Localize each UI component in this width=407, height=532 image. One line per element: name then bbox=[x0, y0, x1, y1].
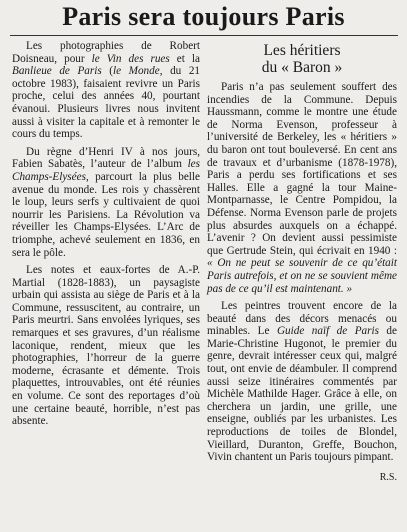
text-span: et la bbox=[169, 52, 200, 65]
text-span: , du 21 octobre 1983), faisaient revivre un Paris proche, celui des années 40, pourtant évanoui. Plusieurs livres nous invitent aussi à visiter la capitale et à remonter le cours du temps. bbox=[12, 65, 200, 141]
text-span: Du règne d’Henri IV à nos jours, Fabien Sabatès, l’auteur de l’album bbox=[12, 145, 200, 171]
text-span: ( bbox=[101, 65, 113, 78]
paragraph-sabates bbox=[12, 146, 200, 259]
book-title: Banlieue de Paris bbox=[12, 65, 102, 78]
book-title: Guide naïf de Paris bbox=[276, 325, 379, 338]
left-column bbox=[12, 40, 200, 433]
book-title: le Vin des rues bbox=[91, 52, 170, 65]
book-title: les Champs-Elysées bbox=[12, 158, 200, 183]
article-headline: Paris sera toujours Paris bbox=[62, 2, 345, 31]
section-subheading bbox=[207, 42, 397, 76]
subheading-line: Les héritiers bbox=[263, 42, 341, 59]
stein-quote: « On ne peut se souvenir de ce qu’était Paris autrefois, et on ne se souvient même pas de ce qu’il est maintenant. » bbox=[207, 257, 397, 295]
paragraph-hugonot bbox=[207, 300, 397, 464]
text-span: Les peintres trouvent encore de la beauté dans des décors menacés ou minables. Le bbox=[207, 300, 397, 338]
text-span: Les photographies de Robert Doisneau, pour bbox=[12, 40, 200, 65]
text-span: Paris n’a pas seulement souffert des incendies de la Commune. Depuis Haussmann, comme le montre une étude de Norma Evenson, professeur à l’université de Berkeley, les « héritiers » du baron ont tout bouleversé. En cent ans de travaux et d’urbanisme (1878-1978), Paris a perdu ses fortifications et ses Halles. Elle a gagné la tour Maine-Montparnasse, le Centre Pompidou, la Défense. Norma Evenson parle de projets plus absurdes auxquels on a échappé. L’avenir ? On devient aussi pessimiste que Gertrude Stein, qui écrivait en 1940 : bbox=[207, 81, 397, 257]
paragraph-evenson bbox=[207, 81, 397, 295]
author-signature: R.S. bbox=[379, 471, 397, 483]
paragraph-martial: Les notes et eaux-fortes de A.-P. Martial (1828-1883), un paysagiste urbain qui assista au siège de Paris et à la Commune, ressuscitent, au contraire, un Paris meurtri. Sans envolées lyriques, ses remarques et ses gravures, d’un réalisme laconique, rendent, mieux que les photographies, l’horreur de la guerre moderne, écrasante et démente. Trois plaquettes, introuvables, ont été réunies en volume. Ce sont des reportages d’où une certaine beauté, horrible, n’est pas absente. bbox=[12, 264, 200, 428]
right-column bbox=[207, 42, 397, 484]
headline-rule bbox=[10, 35, 398, 36]
text-span: , parcourt la plus belle avenue du monde. Les rois y chassèrent le loup, leurs serfs y cultivaient de quoi nourrir les Parisiens. La Révolution va réveiller les Champs-Elysées. L’Arc de triomphe, achevé seulement en 1836, en sera le pôle. bbox=[12, 170, 200, 259]
subheading-line: du « Baron » bbox=[261, 59, 343, 76]
paragraph-doisneau bbox=[12, 40, 200, 141]
newspaper-title: le Monde bbox=[113, 65, 160, 78]
text-span: de Marie-Christine Hugonot, le premier du genre, devrait intéresser ceux qui, malgré tout, ont envie de déambuler. Il comprend aussi seize itinéraires commentés par Michèle Mathilde Hager. Grâce à elle, on cherchera un jardin, une grille, une enseigne, oubliés par les urbanistes. Les reproductions de toiles de Blondel, Vieillard, Duranton, Greffe, Bouchon, Vivin chantent un Paris toujours pimpant. bbox=[207, 325, 397, 464]
